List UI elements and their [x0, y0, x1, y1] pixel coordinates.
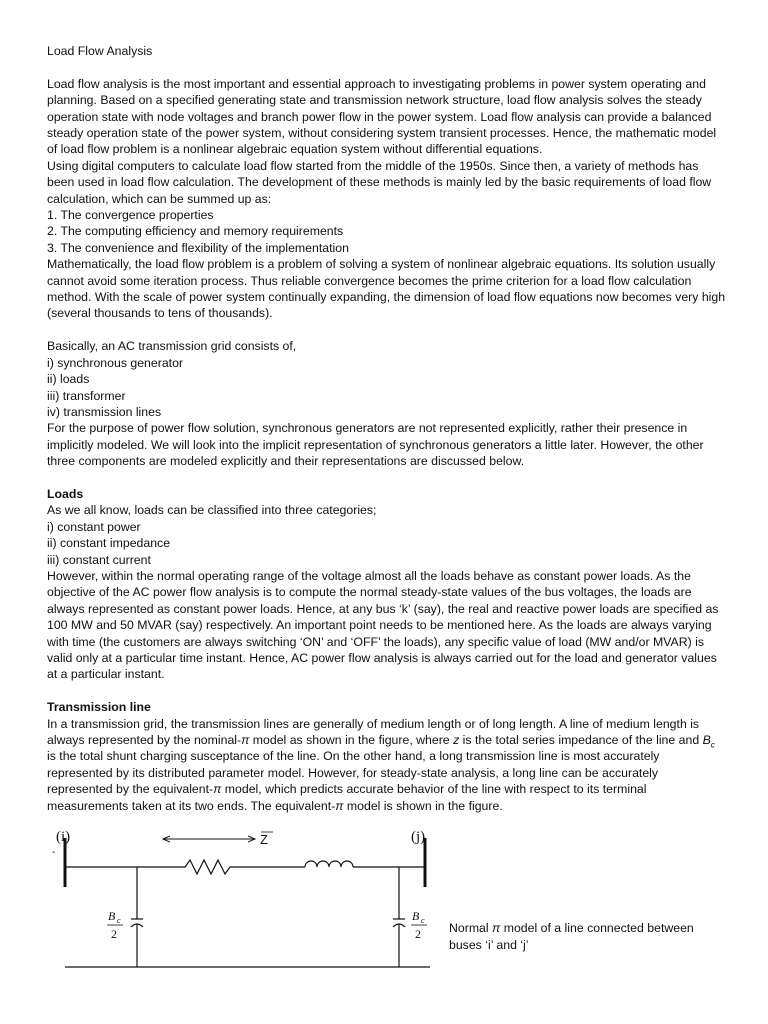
text-segment: is the total shunt charging susceptance of the line. On the other hand, a long transmission line is most accurately represented by its distributed parameter model. However, for steady-state analysis, a long line can be accurately represented by the equivalent-: [47, 749, 660, 797]
pi-model-figure: [40, 822, 460, 972]
text-segment: model as shown in the figure, where: [249, 733, 454, 747]
terminal-mark: -: [52, 847, 56, 858]
right-shunt-denominator: 2: [415, 927, 421, 941]
grid-paragraph: For the purpose of power flow solution, synchronous generators are not represented explicitly, rather their presence in implicitly modeled. We will look into the implicit representation of synchronous generators a little later. However, the other three components are modeled explicitly and their representations are discussed below.: [47, 421, 704, 469]
pi-model-diagram: [40, 822, 460, 972]
left-shunt-denominator: 2: [111, 927, 117, 941]
list-item: iv) transmission lines: [47, 404, 162, 419]
text-segment: In a transmission grid, the transmission lines are generally of medium length or of long length. A line of medium length is always represented by the nominal-: [47, 716, 700, 747]
left-shunt-numerator: B: [108, 909, 116, 923]
document-title: Load Flow Analysis: [47, 44, 153, 58]
bus-j-label: (j): [411, 829, 426, 845]
intro-paragraph-1: Load flow analysis is the most important and essential approach to investigating problems in power system operating and planning. Based on a specified generating state and transmission network structure, load flow analysis solves the steady operation state with node voltages and branch power flow in the power system. Load flow analysis can provide a balanced steady operation state of the power system, without considering system transient processes. Hence, the mathematic model of load flow problem is a nonlinear algebraic equation system without differential equations.: [47, 76, 717, 157]
transmission-line-heading: Transmission line: [47, 700, 151, 715]
grid-intro: Basically, an AC transmission grid consists of,: [47, 339, 297, 354]
figure-caption: [449, 920, 729, 954]
pi-symbol: π: [492, 921, 501, 935]
intro-paragraph-2: Using digital computers to calculate load flow started from the middle of the 1950s. Since then, a variety of methods has been used in load flow calculation. The development of these methods is mainly led by the basic requirements of load flow calculation, which can be summed up as:: [47, 158, 712, 206]
impedance-label: Z: [260, 832, 268, 847]
caption-text: Normal: [449, 921, 493, 935]
list-item: 1. The convergence properties: [47, 208, 214, 223]
impedance-symbol: z: [453, 733, 460, 747]
list-item: i) constant power: [47, 519, 141, 534]
text-segment: is the total series impedance of the line and: [459, 733, 703, 747]
susceptance-subscript: c: [710, 740, 715, 750]
intro-paragraph-3: Mathematically, the load flow problem is a problem of solving a system of nonlinear algebraic equations. Its solution usually cannot avoid some iteration process. Thus reliable convergence becomes the prime criterion for a load flow calculation method. With the scale of power system continually expanding, the dimension of load flow equations now becomes very high (several thousands to tens of thousands).: [47, 257, 726, 321]
list-item: 3. The convenience and flexibility of the implementation: [47, 240, 349, 255]
text-segment: model, which predicts accurate behavior of the line with respect to its terminal measurements taken at its two ends. The equivalent-: [47, 782, 647, 813]
list-item: 2. The computing efficiency and memory requirements: [47, 224, 344, 239]
list-item: i) synchronous generator: [47, 355, 184, 370]
list-item: iii) constant current: [47, 552, 151, 567]
list-item: iii) transformer: [47, 388, 126, 403]
bus-i-label: (i): [56, 829, 71, 845]
list-item: ii) constant impedance: [47, 536, 171, 551]
left-shunt-subscript: c: [117, 916, 121, 925]
loads-paragraph: However, within the normal operating range of the voltage almost all the loads behave as constant power loads. As the objective of the AC power flow analysis is to compute the normal steady-state values of the bus voltages, the loads are always represented as constant power loads. Hence, at any bus ‘k’ (say), the real and reactive power loads are specified as 100 MW and 50 MVAR (say) respectively. An important point needs to be mentioned here. As the loads are always varying with time (the customers are always switching ‘ON’ and ‘OFF’ the loads), any specific value of load (MW and/or MVAR) is valid only at a particular time instant. Hence, AC power flow analysis is always carried out for the load and generator values at a particular instant.: [47, 568, 719, 682]
list-item: ii) loads: [47, 372, 90, 387]
susceptance-symbol: B: [702, 733, 711, 747]
text-segment: model is shown in the figure.: [343, 798, 503, 813]
loads-intro: As we all know, loads can be classified into three categories;: [47, 503, 377, 518]
document-body: [47, 43, 727, 814]
loads-heading: Loads: [47, 486, 84, 501]
pi-symbol: π: [241, 733, 250, 747]
transmission-line-paragraph: [47, 716, 727, 814]
pi-symbol: π: [213, 782, 222, 797]
right-shunt-subscript: c: [421, 916, 425, 925]
right-shunt-numerator: B: [412, 909, 420, 923]
series-resistor: [65, 860, 305, 874]
pi-symbol: π: [335, 798, 344, 813]
caption-text: model of a line connected between buses ‘i’ and ‘j’: [449, 921, 694, 952]
series-inductor: [305, 861, 353, 867]
